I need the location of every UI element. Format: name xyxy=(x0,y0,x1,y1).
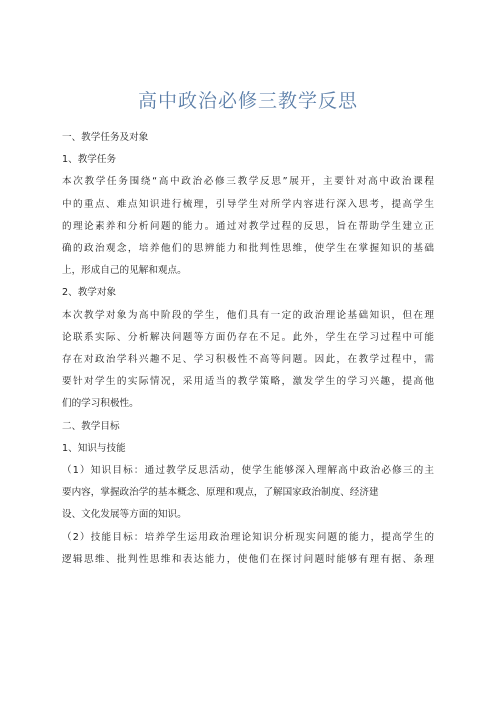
text-line: 设、文化发展等方面的知识。 xyxy=(62,509,187,521)
text-line: 二、教学目标 xyxy=(62,420,120,432)
text-line: 确的政治观念，培养他们的思辨能力和批判性思维，使学生在掌握知识的基础 xyxy=(62,243,434,255)
text-line: 本次教学对象为高中阶段的学生，他们具有一定的政治理论基础知识，但在理 xyxy=(62,309,434,321)
text-line: 逻辑思维、批判性思维和表达能力，使他们在探讨问题时能够有理有据、条理 xyxy=(62,553,434,565)
text-line: 上，形成自己的见解和观点。 xyxy=(62,265,187,277)
text-line: 本次教学任务围绕“高中政治必修三教学反思”展开，主要针对高中政治课程 xyxy=(62,176,434,188)
text-line: 1、教学任务 xyxy=(62,154,117,166)
text-line: 论联系实际、分析解决问题等方面仍存在不足。此外，学生在学习过程中可能 xyxy=(62,331,434,343)
text-line: （1）知识目标：通过教学反思活动，使学生能够深入理解高中政治必修三的主 xyxy=(62,465,434,477)
text-line: 中的重点、难点知识进行梳理，引导学生对所学内容进行深入思考，提高学生 xyxy=(62,198,434,210)
text-line: 们的学习积极性。 xyxy=(62,398,139,410)
text-line: 一、教学任务及对象 xyxy=(62,132,149,143)
text-line: 2、教学对象 xyxy=(62,287,117,299)
text-line: 要针对学生的实际情况，采用适当的教学策略，激发学生的学习兴趣，提高他 xyxy=(62,376,434,388)
text-line: 要内容，掌握政治学的基本概念、原理和观点，了解国家政治制度、经济建 xyxy=(62,487,379,499)
text-line: 的理论素养和分析问题的能力。通过对教学过程的反思，旨在帮助学生建立正 xyxy=(62,220,434,232)
document-title: 高中政治必修三教学反思 xyxy=(137,90,358,112)
text-line: （2）技能目标：培养学生运用政治理论知识分析现实问题的能力，提高学生的 xyxy=(62,531,434,543)
document-body xyxy=(62,127,434,571)
text-line: 1、知识与技能 xyxy=(62,442,126,454)
text-line: 存在对政治学科兴趣不足、学习积极性不高等问题。因此，在教学过程中，需 xyxy=(62,354,434,366)
